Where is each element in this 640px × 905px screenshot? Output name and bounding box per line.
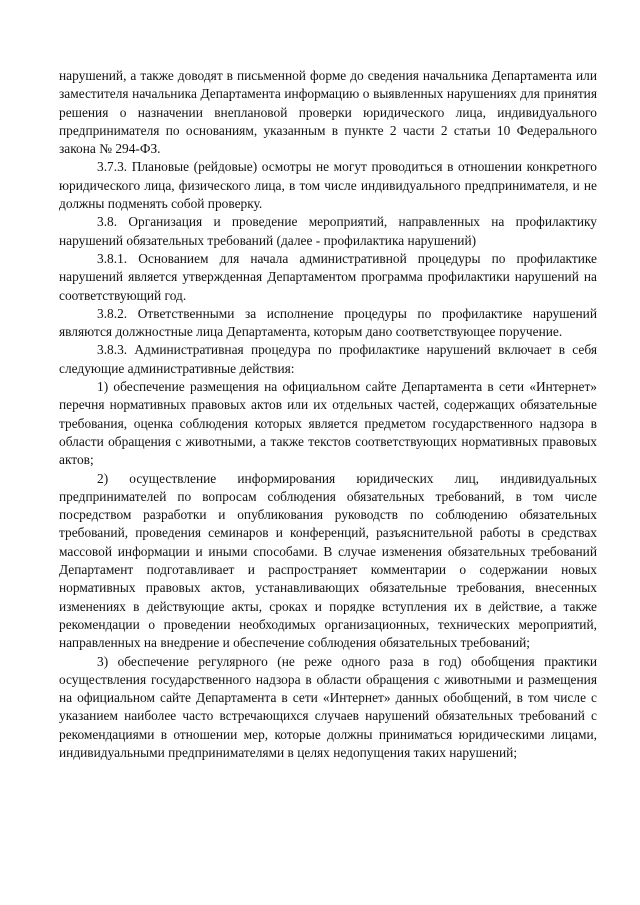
paragraph-3-8-3: 3.8.3. Административная процедура по профилактике нарушений включает в себя следующие административные действия: xyxy=(59,342,597,376)
paragraph-3-8: 3.8. Организация и проведение мероприятий, направленных на профилактику нарушений обязательных требований (далее - профилактика нарушений) xyxy=(59,214,597,248)
list-item-2: 2) осуществление информирования юридических лиц, индивидуальных предпринимателей по вопросам соблюдения обязательных требований, в том числе посредством разработки и опубликования руководств по соблюдению обязательных требований, проведения семинаров и конференций, разъяснительной работы в средствах массовой информации и иными способами. В случае изменения обязательных требований Департамент подготавливает и распространяет комментарии о содержании новых нормативных правовых актов, устанавливающих обязательные требования, внесенных изменениях в действующие акты, сроках и порядке вступления их в действие, а также рекомендации о проведении необходимых организационных, технических мероприятий, направленных на внедрение и обеспечение соблюдения обязательных требований; xyxy=(59,470,597,651)
list-item-3: 3) обеспечение регулярного (не реже одного раза в год) обобщения практики осуществления государственного надзора в области обращения с животными и размещения на официальном сайте Департамента в сети «Интернет» данных обобщений, в том числе с указанием наиболее часто встречающихся случаев нарушений обязательных требований с рекомендациями в отношении мер, которые должны приниматься юридическими лицами, индивидуальными предпринимателями в целях недопущения таких нарушений; xyxy=(59,653,597,760)
paragraph-3-8-2: 3.8.2. Ответственными за исполнение процедуры по профилактике нарушений являются должностные лица Департамента, которым дано соответствующее поручение. xyxy=(59,305,597,340)
document-body xyxy=(59,67,597,762)
paragraph-3-8-1: 3.8.1. Основанием для начала административной процедуры по профилактике нарушений является утвержденная Департаментом программа профилактики нарушений на соответствующий год. xyxy=(59,250,597,303)
paragraph-3-7-3: 3.7.3. Плановые (рейдовые) осмотры не могут проводиться в отношении конкретного юридического лица, физического лица, в том числе индивидуального предпринимателя, и не должны подменять собой проверку. xyxy=(59,159,597,212)
list-item-1: 1) обеспечение размещения на официальном сайте Департамента в сети «Интернет» перечня нормативных правовых актов или их отдельных частей, содержащих обязательные требования, оценка соблюдения которых является предметом государственного надзора в области обращения с животными, а также текстов соответствующих нормативных правовых актов; xyxy=(59,379,597,468)
paragraph-continuation: нарушений, а также доводят в письменной форме до сведения начальника Департамента или заместителя начальника Департамента информацию о выявленных нарушениях для принятия решения о назначении внеплановой проверки юридического лица, индивидуального предпринимателя по основаниям, указанным в пункте 2 части 2 статьи 10 Федерального закона № 294-ФЗ. xyxy=(59,68,597,157)
